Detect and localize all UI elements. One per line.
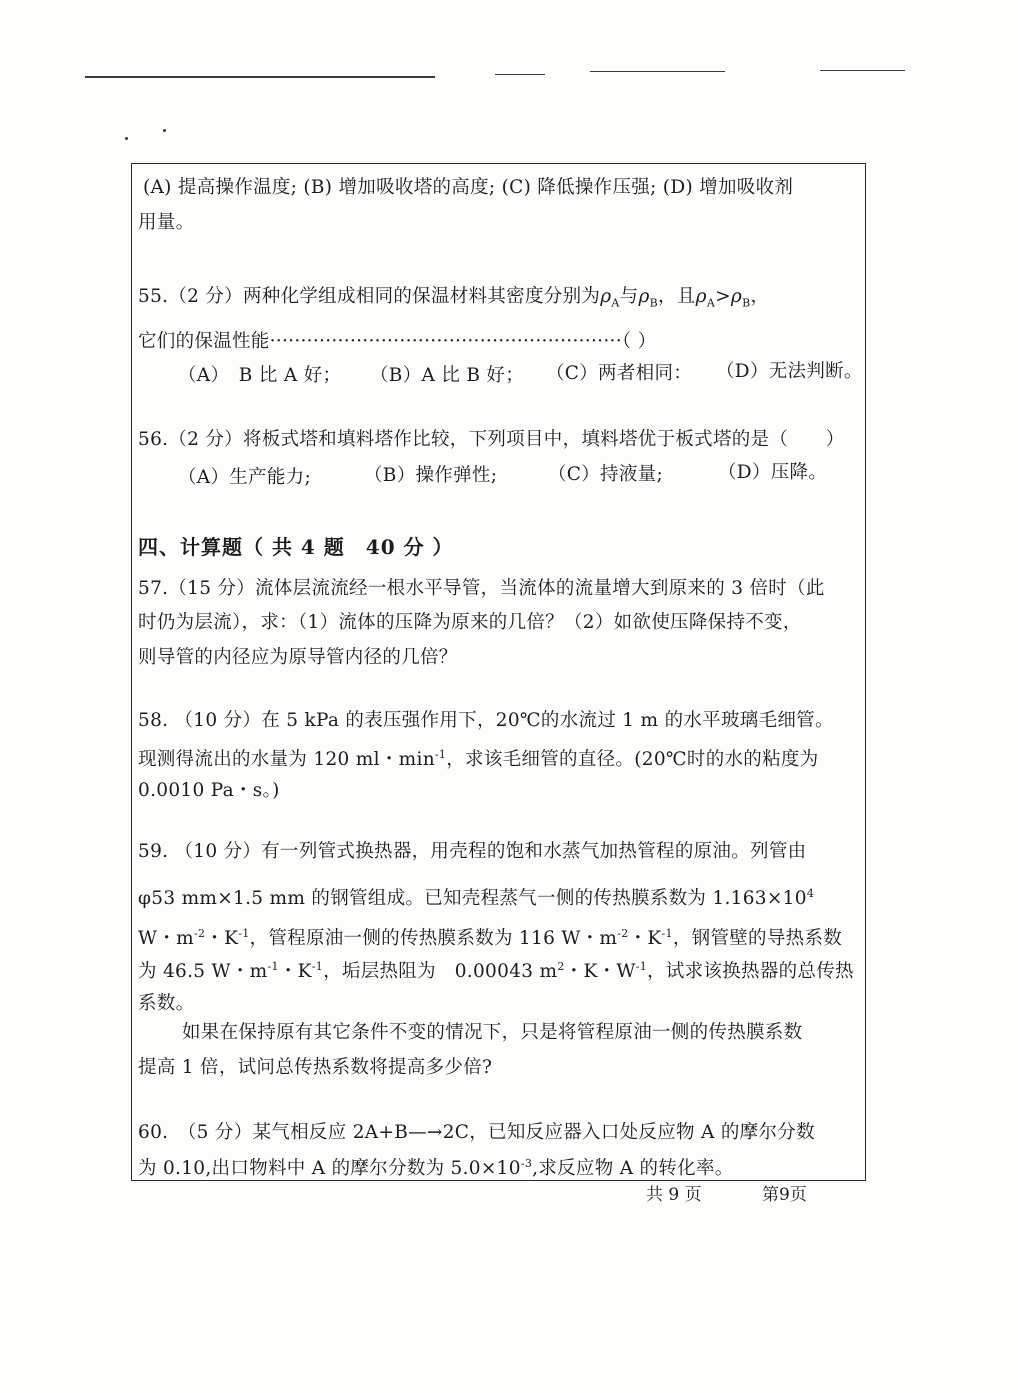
scan-line-far-right [820,70,905,71]
question-55-option-c: （C）两者相同： [546,363,693,384]
question-57-line2: 时仍为层流），求：（1）流体的压降为原来的几倍？（2）如欲使压降保持不变， [138,612,802,633]
question-59-line7: 提高 1 倍，试问总传热系数将提高多少倍? [138,1057,493,1078]
scan-line-right [590,71,725,72]
question-59-line3: W・$m^{-2}$・$K^{-1}$，管程原油一侧的传热膜系数为 116 W・$m^{-2}$・$K^{-1}$，钢管壁的导热系数 [138,927,843,950]
question-55-option-d: （D）无法判断。 [716,361,863,382]
section-4-heading: 四、计算题（ 共 4 题 40 分 ） [138,535,454,559]
page-number: 第9页 [762,1185,807,1205]
question-55-line1: 55.（2 分）两种化学组成相同的保温材料其密度分别为$\rho_A$与$\rho_B$，且$\rho_A>\rho_B$， [138,286,770,310]
scan-line-mid [495,74,545,75]
question-57-line3: 则导管的内径应为原导管内径的几倍？ [138,647,458,668]
question-59-line2: φ53 mm×1.5 mm 的钢管组成。已知壳程蒸气一侧的传热膜系数为 $1.163\times 10^4$ [138,887,815,910]
q54-options-line2: 用量。 [138,212,195,233]
question-55-option-b: （B）A 比 B 好； [370,365,524,386]
question-56-option-b: （B）操作弹性; [364,465,498,486]
question-58-line2: 现测得流出的水量为 120 ml・$\min^{-1}$，求该毛细管的直径。(20℃时的水的粘度为 [138,748,819,771]
page-total: 共 9 页 [646,1185,702,1205]
question-60-line2: 为 0.10,出口物料中 A 的摩尔分数为 $5.0\times 10^{-3}$,求反应物 A 的转化率。 [138,1157,734,1180]
question-56-option-d: （D）压降。 [718,462,828,483]
question-58-line3: 0.0010 Pa・s。) [138,780,280,801]
question-56-option-c: （C）持液量; [548,464,663,485]
question-56-line1: 56.（2 分）将板式塔和填料塔作比较，下列项目中，填料塔优于板式塔的是（ ） [138,429,845,450]
question-60-line1: 60. （5 分）某气相反应 2A+B—→2C，已知反应器入口处反应物 A 的摩尔分数 [138,1122,815,1143]
q54-options-line1: (A) 提高操作温度; (B) 增加吸收塔的高度; (C) 降低操作压强; (D) 增加吸收剂 [143,177,794,198]
question-58-line1: 58. （10 分）在 5 kPa 的表压强作用下，20℃的水流过 1 m 的水平玻璃毛细管。 [138,710,834,731]
question-59-line4: 为 46.5 W・$m^{-1}$・$K^{-1}$，垢层热阻为 0.00043 $m^2$・K・$W^{-1}$，试求该换热器的总传热 [138,960,854,983]
scan-line-left [85,76,435,78]
scan-dot [163,129,166,132]
question-55-option-a: （A） B 比 A 好； [178,365,342,386]
question-59-line6: 如果在保持原有其它条件不变的情况下，只是将管程原油一侧的传热膜系数 [182,1022,803,1043]
question-55-line2: 它们的保温性能·························································（ ） [138,331,657,352]
question-56-option-a: （A）生产能力; [178,467,311,488]
scan-dot [125,137,128,140]
question-57-line1: 57.（15 分）流体层流流经一根水平导管，当流体的流量增大到原来的 3 倍时（此 [138,578,825,599]
question-59-line1: 59. （10 分）有一列管式换热器，用壳程的饱和水蒸气加热管程的原油。列管由 [138,841,807,862]
question-59-line5: 系数。 [138,993,195,1014]
